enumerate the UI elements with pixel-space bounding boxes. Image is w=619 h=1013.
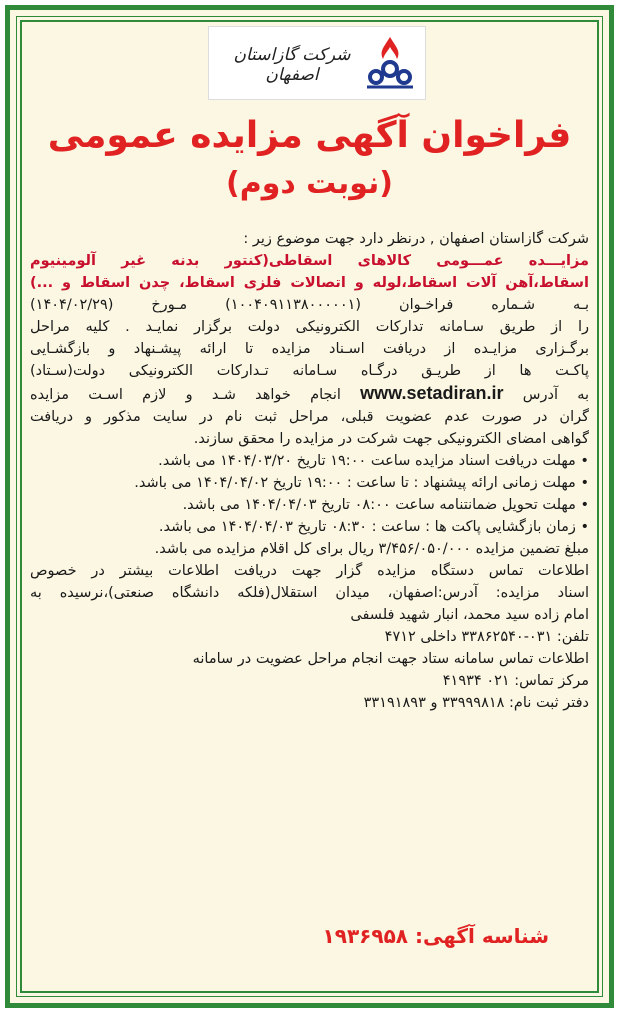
setad-contact-line: اطلاعات تماس سامانه ستاد جهت انجام مراحل عضویت در سامانه (192, 651, 589, 667)
company-logo (208, 26, 426, 100)
address-suffix: انجام خواهد شـد و لازم اسـت مزایده (30, 387, 341, 403)
phone-line: تلفن: ۰۳۱-۳۳۸۶۲۵۴۰ داخلی ۴۷۱۲ (384, 629, 589, 645)
registry-office-line: دفتر ثبت نام: ۳۳۹۹۹۸۱۸ و ۳۳۱۹۱۸۹۳ (363, 695, 589, 711)
subject-line: اسقاط،آهن آلات اسقاط،لوله و اتصالات فلزی اسقاط، چدن اسقاط و ...) (30, 275, 589, 291)
deadline-item: • زمان بازگشایی پاکت ها : ساعت : ۰۸:۳۰ تاریخ ۱۴۰۴/۰۴/۰۳ می باشد. (158, 519, 589, 535)
ad-id: شناسه آگهی: ۱۹۳۶۹۵۸ (322, 924, 549, 948)
paragraph-line: برگـزاری مزایـده از دریافت اسـناد مزایده تا ارائه پیشـنهاد و بازگشـایی (30, 341, 589, 357)
guarantee-line: مبلغ تضمین مزایده ۳/۴۵۶/۰۵۰/۰۰۰ ریال برای کل اقلام مزایده می باشد. (154, 541, 589, 557)
paragraph-line: را از طریق سـامانه تدارکات الکترونیکی دولت برگزار نمایـد . کلیه مراحل (30, 319, 589, 335)
intro-line: شرکت گازاستان اصفهان , درنظر دارد جهت موضوع زیر : (243, 231, 589, 247)
address-prefix: به آدرس (522, 387, 589, 403)
contact-line: اسناد مزایده: آدرس:اصفهان، میدان استقلال(فلکه دانشگاه صنعتی)،نرسیده به (30, 585, 589, 601)
subject-line: مزایـــده عمـــومی کالاهای اسقاطی(کنتور بدنه غیر آلومینیوم (30, 253, 589, 269)
ad-body (30, 228, 589, 714)
paragraph-line: پاکـت ها از طریـق درگـاه سـامانه تـدارکات الکترونیکی دولت(سـتاد) (30, 363, 589, 379)
paragraph-line: گران در صورت عدم عضویت قبلی، مراحل ثبت نام در سایت مذکور و دریافت (30, 409, 589, 425)
deadline-item: • مهلت دریافت اسناد مزایده ساعت ۱۹:۰۰ تاریخ ۱۴۰۴/۰۳/۲۰ می باشد. (158, 453, 589, 469)
paragraph-line: بـه شـماره فراخـوان (۱۰۰۴۰۹۱۱۳۸۰۰۰۰۰۱) مـورخ (۱۴۰۴/۰۲/۲۹) (30, 297, 589, 313)
website-link[interactable]: www.setadiran.ir (360, 383, 504, 403)
deadline-item: • مهلت زمانی ارائه پیشنهاد : تا ساعت : ۱۹:۰۰ تاریخ ۱۴۰۴/۰۴/۰۲ می باشد. (134, 475, 589, 491)
ad-title: فراخوان آگهی مزایده عمومی (47, 115, 572, 156)
address-line (30, 382, 589, 406)
flame-emblem-icon (361, 33, 419, 91)
contact-line: امام زاده سید محمد، انبار شهید فلسفی (350, 607, 589, 623)
contact-line: اطلاعات تماس دستگاه مزایده گزار جهت دریافت اطلاعات بیشتر در خصوص (30, 563, 589, 579)
ad-subtitle: (نوبت دوم) (226, 166, 393, 201)
call-center-line: مرکز تماس: ۰۲۱ ۴۱۹۳۴ (442, 673, 589, 689)
paragraph-line: گواهی امضای الکترونیکی جهت شرکت در مزایده را محقق سازند. (193, 431, 589, 447)
deadline-item: • مهلت تحویل ضمانتنامه ساعت ۰۸:۰۰ تاریخ ۱۴۰۴/۰۴/۰۳ می باشد. (182, 497, 589, 513)
logo-company-name: شرکت گازاستان اصفهان (233, 45, 351, 85)
